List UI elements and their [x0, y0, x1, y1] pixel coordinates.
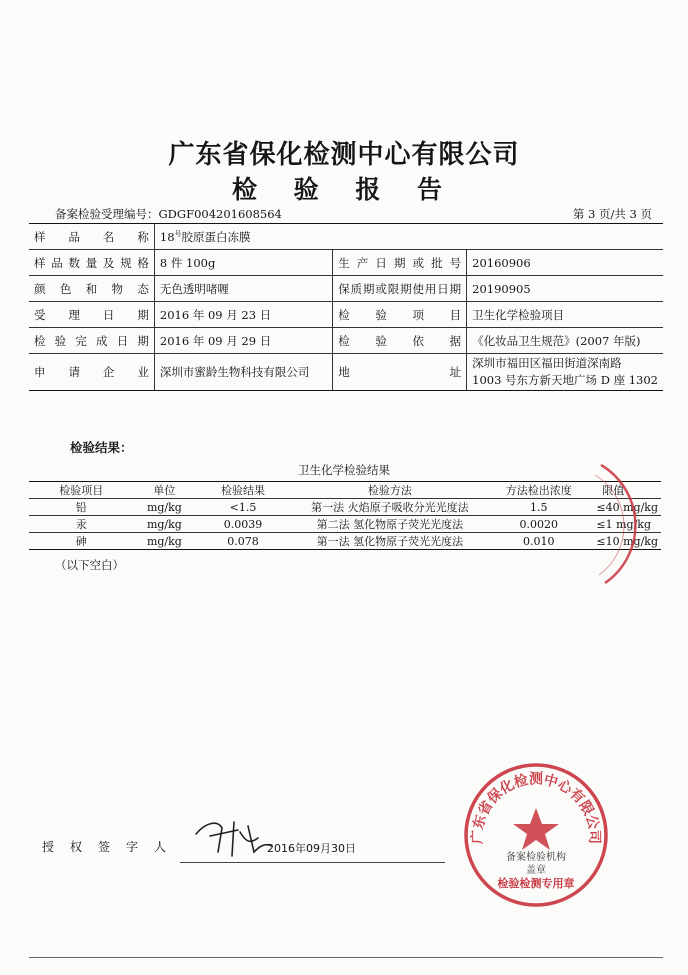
address-label: 地址	[333, 354, 467, 391]
seal-org-arc: 广东省保化检测中心有限公司	[469, 771, 603, 845]
cell-unit: mg/kg	[133, 516, 195, 533]
cell-limit: ≤1 mg/kg	[588, 516, 661, 533]
address-line-1: 深圳市福田区福田街道深南路	[472, 356, 622, 370]
col-header-item: 检验项目	[29, 482, 133, 499]
page-info: 第 3 页/共 3 页	[572, 207, 652, 221]
cell-result: 0.078	[195, 533, 290, 550]
cell-unit: mg/kg	[133, 533, 195, 550]
signature-image	[188, 812, 278, 862]
address-line-2: 1003 号东方新天地广场 D 座 1302	[472, 373, 658, 387]
results-heading: 检验结果：	[70, 440, 133, 455]
col-header-result: 检验结果	[195, 482, 290, 499]
cell-item: 砷	[29, 533, 133, 550]
batch-value: 20160906	[467, 250, 663, 276]
signature-date: 2016年09月30日	[267, 842, 356, 855]
quantity-value: 8 件 100g	[154, 250, 332, 276]
test-item-label: 检验项目	[333, 302, 467, 328]
seal-fragment	[543, 461, 663, 591]
received-date-value: 2016 年 09 月 23 日	[154, 302, 332, 328]
quantity-label: 样品数量及规格	[29, 250, 154, 276]
received-date-label: 受理日期	[29, 302, 154, 328]
cell-result: 0.0039	[195, 516, 290, 533]
seal-line-3: 检验检测专用章	[497, 877, 575, 890]
info-row-color	[29, 276, 663, 302]
cell-limit: ≤40 mg/kg	[588, 499, 661, 516]
applicant-value: 深圳市蜜龄生物科技有限公司	[154, 354, 332, 391]
results-caption: 卫生化学检验结果	[298, 463, 390, 477]
record-number-value: GDGF004201608564	[158, 207, 282, 221]
seal-line-2: 盖章	[526, 865, 546, 876]
shelf-life-label: 保质期或限期使用日期	[333, 276, 467, 302]
col-header-unit: 单位	[133, 482, 195, 499]
cell-method: 第一法 火焰原子吸收分光光度法	[291, 499, 489, 516]
completed-date-label: 检验完成日期	[29, 328, 154, 354]
info-row-applicant	[29, 354, 663, 391]
test-item-value: 卫生化学检验项目	[467, 302, 663, 328]
batch-label: 生产日期或批号	[333, 250, 467, 276]
report-title: 检 验 报 告	[231, 175, 457, 204]
cell-detection: 0.0020	[489, 516, 588, 533]
sample-name-value: $18^号$胶原蛋白冻膜	[154, 224, 663, 250]
official-seal	[461, 760, 611, 910]
shelf-life-value: 20190905	[467, 276, 663, 302]
cell-detection: 0.010	[489, 533, 588, 550]
cell-limit: ≤10 mg/kg	[588, 533, 661, 550]
info-row-received	[29, 302, 663, 328]
company-name: 广东省保化检测中心有限公司	[168, 140, 520, 170]
info-row-completed	[29, 328, 663, 354]
cell-item: 铅	[29, 499, 133, 516]
cell-method: 第二法 氢化物原子荧光光度法	[291, 516, 489, 533]
blank-note: （以下空白）	[55, 558, 124, 572]
test-basis-label: 检验依据	[333, 328, 467, 354]
bottom-rule	[29, 957, 663, 958]
info-row-quantity	[29, 250, 663, 276]
cell-unit: mg/kg	[133, 499, 195, 516]
col-header-detection: 方法检出浓度	[489, 482, 588, 499]
address-value	[467, 354, 663, 391]
sample-info-table	[29, 223, 663, 391]
star-icon	[513, 808, 559, 850]
applicant-label: 申请企业	[29, 354, 154, 391]
color-label: 颜色和物态	[29, 276, 154, 302]
test-basis-value: 《化妆品卫生规范》(2007 年版)	[467, 328, 663, 354]
signatory-label: 授权签字人	[42, 840, 183, 854]
sample-name-label: 样品名称	[29, 224, 154, 250]
record-number	[55, 206, 282, 222]
info-row-sample-name	[29, 224, 663, 250]
record-number-label: 备案检验受理编号：	[55, 207, 159, 221]
completed-date-value: 2016 年 09 月 29 日	[154, 328, 332, 354]
cell-result: <1.5	[195, 499, 290, 516]
signature-line	[180, 862, 445, 863]
cell-method: 第一法 氢化物原子荧光光度法	[291, 533, 489, 550]
col-header-limit: 限值	[588, 482, 661, 499]
col-header-method: 检验方法	[291, 482, 489, 499]
cell-detection: 1.5	[489, 499, 588, 516]
color-value: 无色透明啫喱	[154, 276, 332, 302]
seal-line-1: 备案检验机构	[506, 852, 566, 863]
cell-item: 汞	[29, 516, 133, 533]
